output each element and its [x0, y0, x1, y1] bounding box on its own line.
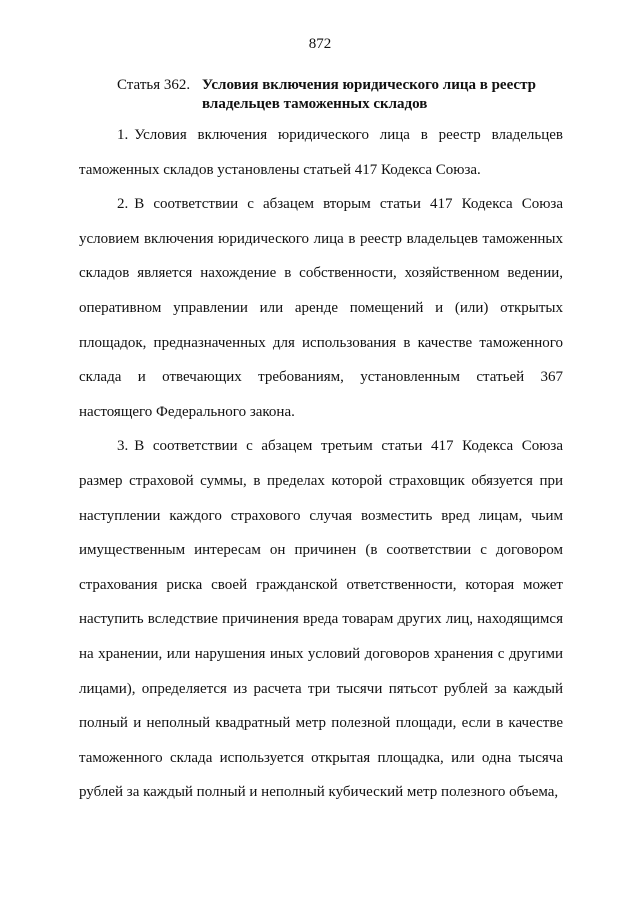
article-title: Условия включения юридического лица в реестр владельцев таможенных складов: [202, 77, 536, 112]
paragraph-2: [79, 187, 563, 429]
paragraph-text: В соответствии с абзацем вторым статьи 417 Кодекса Союза условием включения юридического лица в реестр владельцев таможенных складов является нахождение в собственности, хозяйственном ведении, оперативном управлении или аренде помещений и (или) открытых площадок, предназначенных для использования в качестве таможенного склада и отвечающих требованиям, установленным статьей 367 настоящего Федерального закона.: [79, 196, 563, 420]
page-number: 872: [308, 36, 332, 52]
article-number: Статья 362.: [117, 77, 191, 93]
paragraph-number: 1.: [117, 127, 129, 143]
paragraph-3: [79, 429, 563, 810]
paragraph-1: [79, 118, 563, 187]
paragraph-text: В соответствии с абзацем третьим статьи 417 Кодекса Союза размер страховой суммы, в пределах которой страховщик обязуется при наступлении каждого страхового случая возместить вред лицам, чьим имущественным интересам он причинен (в соответствии с договором страхования риска своей гражданской ответственности, которая может наступить вследствие причинения вреда товарам других лиц, находящимся на хранении, или нарушения иных условий договоров хранения с другими лицами), определяется из расчета три тысячи пятьсот рублей за каждый полный и неполный квадратный метр полезной площади, если в качестве таможенного склада используется открытая площадка, или одна тысяча рублей за каждый полный и неполный кубический метр полезного объема,: [79, 438, 563, 801]
paragraph-number: 3.: [117, 438, 129, 455]
paragraph-number: 2.: [117, 196, 129, 213]
paragraph-text: Условия включения юридического лица в реестр владельцев таможенных складов установлены статьей 417 Кодекса Союза.: [79, 127, 563, 178]
article-body: [79, 118, 563, 810]
article-header: [117, 76, 567, 114]
